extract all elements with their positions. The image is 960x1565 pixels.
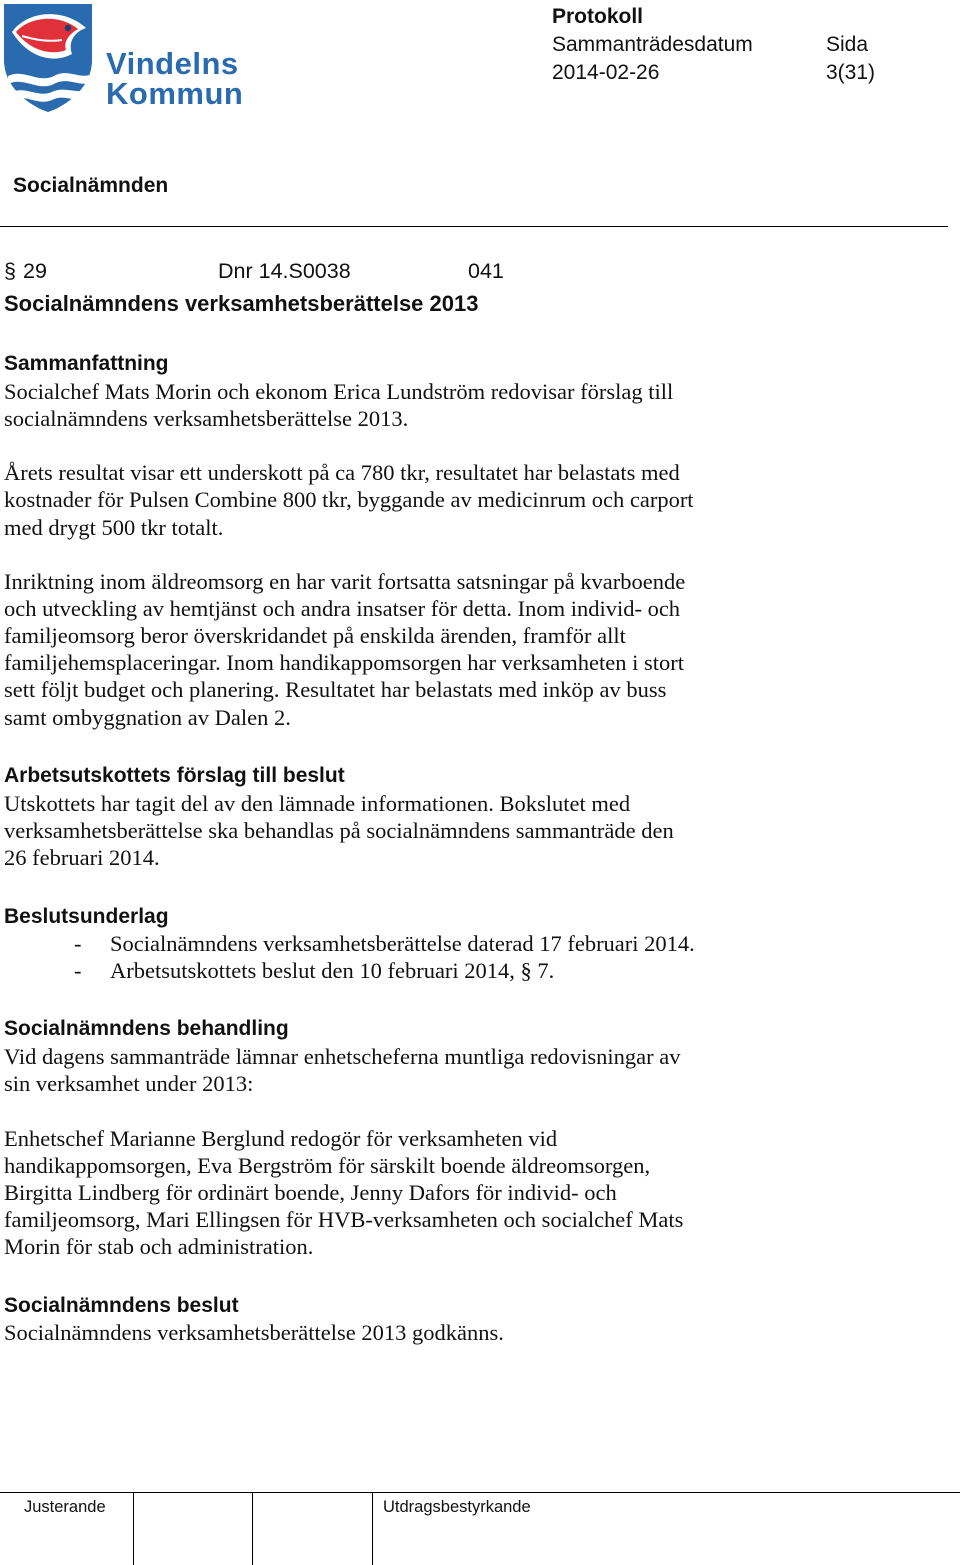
paragraph-title: Socialnämndens verksamhetsberättelse 2013	[4, 291, 479, 316]
summary-p3-line: familjeomsorg beror överskridandet på enskilda ärenden, framför allt	[4, 623, 626, 648]
proposal-heading: Arbetsutskottets förslag till beslut	[4, 764, 345, 787]
signature-cell-divider	[372, 1493, 373, 1565]
meeting-date-label: Sammanträdesdatum	[552, 33, 753, 56]
proposal-line: verksamhetsberättelse ska behandlas på socialnämndens sammanträde den	[4, 818, 674, 843]
adjusters-label: Justerande	[24, 1498, 106, 1516]
committee-name: Socialnämnden	[13, 174, 169, 197]
summary-p3-line: och utveckling av hemtjänst och andra insatser för detta. Inom individ- och	[4, 596, 681, 621]
list-bullet: -	[74, 958, 82, 983]
page-label: Sida	[826, 33, 869, 56]
basis-item-text: Socialnämndens verksamhetsberättelse daterad 17 februari 2014.	[110, 931, 695, 956]
basis-item-text: Arbetsutskottets beslut den 10 februari 2014, § 7.	[110, 958, 555, 983]
proposal-line: 26 februari 2014.	[4, 845, 160, 870]
basis-item	[74, 958, 555, 983]
vindeln-kommun-logo	[2, 2, 242, 114]
section-mark: §	[4, 259, 16, 283]
certifier-label: Utdragsbestyrkande	[383, 1498, 531, 1516]
decision-text: Socialnämndens verksamhetsberättelse 2013 godkänns.	[4, 1320, 504, 1345]
handling-p2-line: Morin för stab och administration.	[4, 1234, 314, 1259]
summary-p3-line: familjehemsplaceringar. Inom handikappomsorgen har verksamheten i stort	[4, 650, 685, 675]
decision-heading: Socialnämndens beslut	[4, 1294, 239, 1317]
dnr-label: Dnr 14.S0038	[218, 259, 351, 283]
summary-heading: Sammanfattning	[4, 352, 169, 375]
handling-p2-line: familjeomsorg, Mari Ellingsen för HVB-verksamheten och socialchef Mats	[4, 1207, 684, 1232]
summary-p1-line: Socialchef Mats Morin och ekonom Erica Lundström redovisar förslag till	[4, 379, 674, 404]
handling-p2-line: Birgitta Lindberg för ordinärt boende, Jenny Dafors för individ- och	[4, 1180, 617, 1205]
meeting-date-value: 2014-02-26	[552, 61, 660, 84]
salmon-emblem-icon	[2, 2, 98, 112]
handling-p1-line: Vid dagens sammanträde lämnar enhetscheferna muntliga redovisningar av	[4, 1044, 681, 1069]
document-type: Protokoll	[552, 5, 644, 28]
handling-p2-line: handikappomsorgen, Eva Bergström för särskilt boende äldreomsorgen,	[4, 1153, 651, 1178]
logo-text-line2: Kommun	[106, 76, 244, 111]
summary-p2-line: kostnader för Pulsen Combine 800 tkr, byggande av medicinrum och carport	[4, 487, 694, 512]
basis-heading: Beslutsunderlag	[4, 905, 169, 928]
dnr-code: 041	[468, 259, 504, 283]
handling-p2-line: Enhetschef Marianne Berglund redogör för verksamheten vid	[4, 1126, 558, 1151]
list-bullet: -	[74, 931, 82, 956]
summary-p2-line: Årets resultat visar ett underskott på ca 780 tkr, resultatet har belastats med	[4, 460, 680, 485]
summary-p3-line: sett följt budget och planering. Resultatet har belastats med inköp av buss	[4, 677, 667, 702]
header-divider	[0, 226, 948, 227]
basis-item	[74, 931, 695, 956]
summary-p1-line: socialnämndens verksamhetsberättelse 2013.	[4, 406, 409, 431]
signature-footer	[0, 1492, 960, 1565]
signature-cell-divider	[133, 1493, 134, 1565]
summary-p3-line: Inriktning inom äldreomsorg en har varit fortsatta satsningar på kvarboende	[4, 569, 686, 594]
handling-p1-line: sin verksamhet under 2013:	[4, 1071, 254, 1096]
handling-heading: Socialnämndens behandling	[4, 1017, 289, 1040]
signature-cell-divider	[252, 1493, 253, 1565]
logo-text-line1: Vindelns	[106, 46, 239, 81]
proposal-line: Utskottets har tagit del av den lämnade informationen. Bokslutet med	[4, 791, 631, 816]
page-number: 3(31)	[826, 61, 876, 84]
paragraph-number: 29	[23, 259, 47, 283]
summary-p3-line: samt ombyggnation av Dalen 2.	[4, 705, 291, 730]
summary-p2-line: med drygt 500 tkr totalt.	[4, 515, 224, 540]
paragraph-number-line	[4, 259, 504, 283]
